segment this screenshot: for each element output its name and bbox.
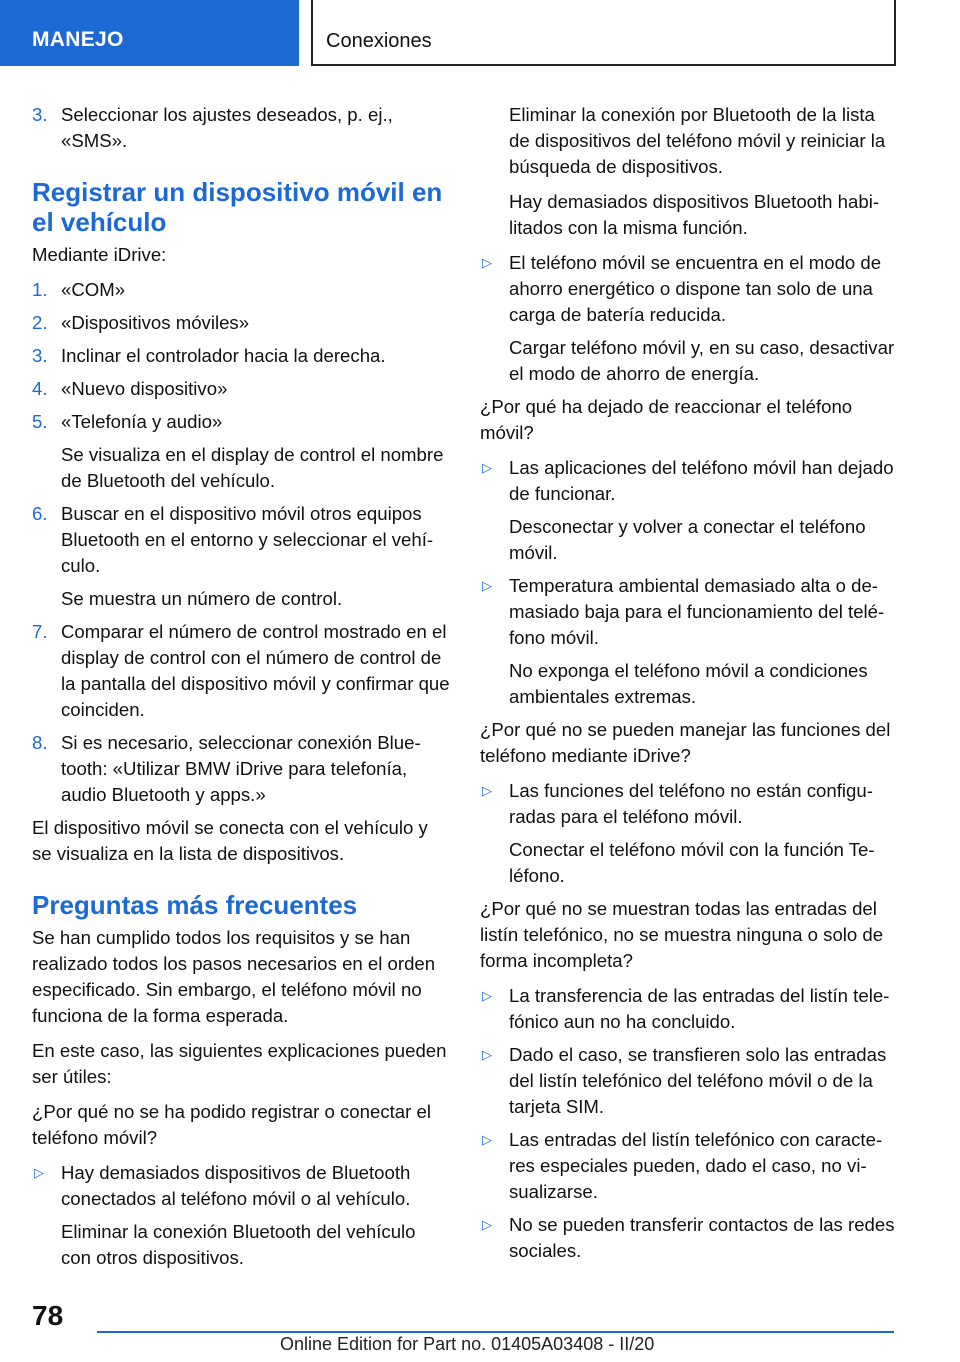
triangle-bullet-icon: ▷: [482, 783, 492, 798]
list-item: [480, 250, 896, 387]
list-item: [32, 409, 450, 494]
section-heading: Registrar un dispositivo móvil en el vehículo: [32, 177, 443, 237]
paragraph: El dispositivo móvil se conecta con el vehículo y se visualiza en la lista de dispositivos.: [32, 817, 428, 864]
list-item: [32, 310, 450, 336]
bullet-text: Hay demasiados dispositivos de Bluetooth conectados al teléfono móvil o al vehículo.: [61, 1162, 411, 1209]
triangle-bullet-icon: ▷: [482, 1047, 492, 1062]
step-number: 8.: [32, 732, 48, 753]
section-title: MANEJO: [32, 28, 124, 51]
bullet-remedy: Eliminar la conexión Bluetooth del vehículo con otros dispositivos.: [61, 1221, 416, 1268]
paragraph: Se han cumplido todos los requisitos y se han realizado todos los pasos necesarios en el orden especificado. Sin embargo, el teléfono móvil no funciona de la forma esperada.: [32, 927, 436, 1026]
list-item: [32, 376, 450, 402]
list-item: [32, 730, 450, 808]
triangle-bullet-icon: ▷: [482, 578, 492, 593]
list-item: [32, 343, 450, 369]
step-text: «COM»: [61, 279, 126, 300]
faq-question: ¿Por qué no se ha podido registrar o conectar el teléfono móvil?: [32, 1101, 431, 1148]
section-tab: [0, 0, 299, 66]
bullet-text: Las funciones del teléfono no están configuradas para el teléfono móvil.: [509, 780, 873, 827]
triangle-bullet-icon: ▷: [34, 1165, 44, 1180]
bullet-remedy: Cargar teléfono móvil y, en su caso, desactivar el modo de ahorro de energía.: [509, 337, 895, 384]
faq-question: ¿Por qué ha dejado de reaccionar el teléfono móvil?: [480, 396, 853, 443]
list-item: [480, 455, 896, 566]
step-number: 3.: [32, 345, 48, 366]
step-text: «Dispositivos móviles»: [61, 312, 250, 333]
triangle-bullet-icon: ▷: [482, 1217, 492, 1232]
step-text: «Telefonía y audio»: [61, 411, 223, 432]
section-heading: Preguntas más frecuentes: [32, 890, 358, 920]
chapter-tab: [311, 0, 896, 66]
step-number: 1.: [32, 279, 48, 300]
paragraph: Hay demasiados dispositivos Bluetooth habilitados con la misma función.: [509, 191, 880, 238]
paragraph: Eliminar la conexión por Bluetooth de la lista de dispositivos del teléfono móvil y reiniciar la búsqueda de dispositivos.: [509, 104, 886, 177]
step-text: Inclinar el controlador hacia la derecha.: [61, 345, 386, 366]
chapter-title: Conexiones: [326, 30, 432, 52]
bullet-text: La transferencia de las entradas del listín telefónico aun no ha concluido.: [509, 985, 890, 1032]
list-item: [32, 277, 450, 303]
bullet-text: Dado el caso, se transfieren solo las entradas del listín telefónico del teléfono móvil o de la tarjeta SIM.: [509, 1044, 887, 1117]
list-item: [32, 102, 450, 154]
list-item: [480, 573, 896, 710]
list-item: [32, 501, 450, 612]
list-item: [32, 1160, 450, 1271]
list-item: [480, 1212, 896, 1264]
left-column: [32, 102, 450, 1278]
right-column: [480, 102, 896, 1271]
footer-divider: [97, 1331, 894, 1333]
step-result: Se muestra un número de control.: [61, 588, 343, 609]
paragraph: Mediante iDrive:: [32, 244, 167, 265]
bullet-text: Las aplicaciones del teléfono móvil han dejado de funcionar.: [509, 457, 894, 504]
list-item: [480, 778, 896, 889]
list-item: [480, 1127, 896, 1205]
list-item: [480, 1042, 896, 1120]
step-text: «Nuevo dispositivo»: [61, 378, 228, 399]
bullet-text: Temperatura ambiental demasiado alta o demasiado baja para el funcionamiento del teléfono móvil.: [509, 575, 885, 648]
step-number: 7.: [32, 621, 48, 642]
step-number: 6.: [32, 503, 48, 524]
paragraph: En este caso, las siguientes explicaciones pueden ser útiles:: [32, 1040, 447, 1087]
step-text: Seleccionar los ajustes deseados, p. ej., «SMS».: [61, 104, 393, 151]
triangle-bullet-icon: ▷: [482, 1132, 492, 1147]
step-text: Si es necesario, seleccionar conexión Bluetooth: «Utilizar BMW iDrive para telefonía, audio Bluetooth y apps.»: [61, 732, 421, 805]
bullet-remedy: Conectar el teléfono móvil con la función Teléfono.: [509, 839, 875, 886]
list-item: [480, 983, 896, 1035]
triangle-bullet-icon: ▷: [482, 460, 492, 475]
step-number: 2.: [32, 312, 48, 333]
bullet-text: No se pueden transferir contactos de las redes sociales.: [509, 1214, 895, 1261]
faq-question: ¿Por qué no se muestran todas las entradas del listín telefónico, no se muestra ninguna o solo de forma incompleta?: [480, 898, 884, 971]
triangle-bullet-icon: ▷: [482, 988, 492, 1003]
step-number: 5.: [32, 411, 48, 432]
bullet-remedy: Desconectar y volver a conectar el teléfono móvil.: [509, 516, 866, 563]
triangle-bullet-icon: ▷: [482, 255, 492, 270]
step-text: Comparar el número de control mostrado en el display de control con el número de control de la pantalla del dispositivo móvil y confirmar que coinciden.: [61, 621, 450, 720]
list-item: [32, 619, 450, 723]
step-number: 4.: [32, 378, 48, 399]
step-text: Buscar en el dispositivo móvil otros equipos Bluetooth en el entorno y seleccionar el vehículo.: [61, 503, 434, 576]
bullet-text: Las entradas del listín telefónico con caracteres especiales pueden, dado el caso, no visualizarse.: [509, 1129, 883, 1202]
step-result: Se visualiza en el display de control el nombre de Bluetooth del vehículo.: [61, 444, 444, 491]
bullet-remedy: No exponga el teléfono móvil a condiciones ambientales extremas.: [509, 660, 868, 707]
step-number: 3.: [32, 104, 48, 125]
edition-note: Online Edition for Part no. 01405A03408 - II/20: [280, 1334, 655, 1354]
faq-question: ¿Por qué no se pueden manejar las funciones del teléfono mediante iDrive?: [480, 719, 891, 766]
page-number: 78: [32, 1300, 64, 1331]
bullet-text: El teléfono móvil se encuentra en el modo de ahorro energético o dispone tan solo de una carga de batería reducida.: [509, 252, 882, 325]
page-header: [0, 0, 960, 66]
